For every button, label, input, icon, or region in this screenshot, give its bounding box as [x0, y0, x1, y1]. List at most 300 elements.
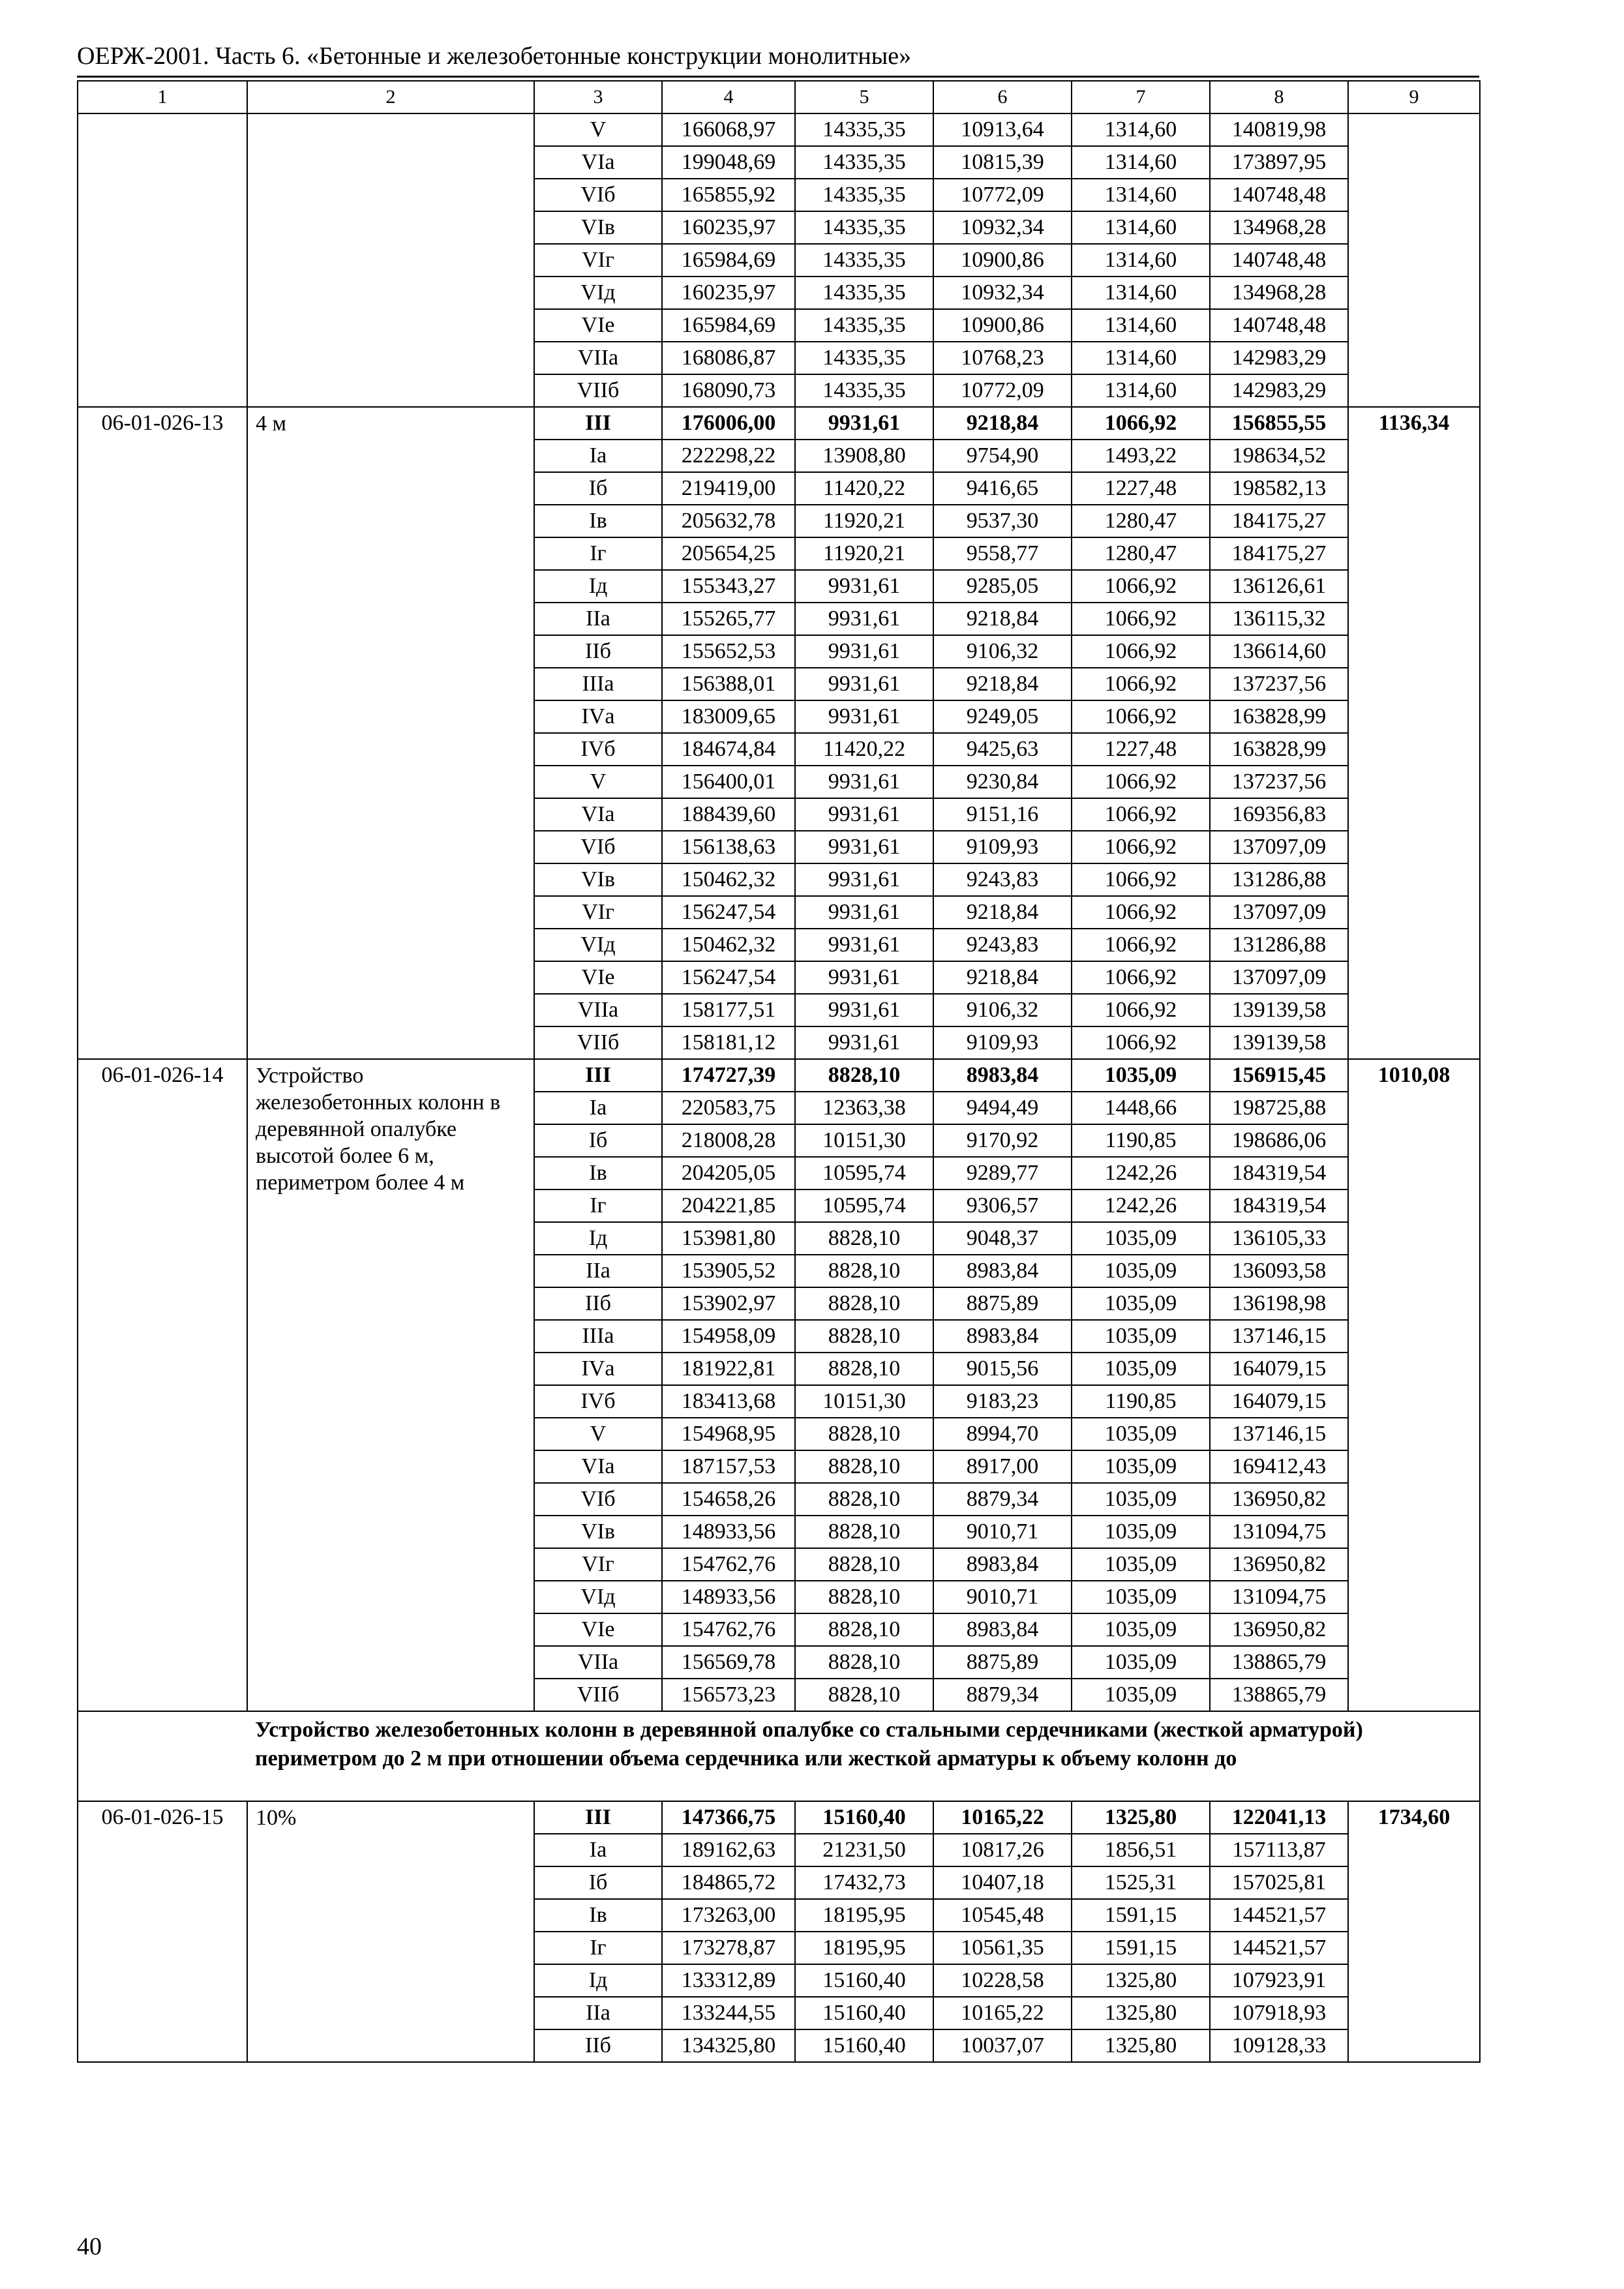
- value-cell: 10545,48: [933, 1899, 1072, 1932]
- value-cell: 8879,34: [933, 1483, 1072, 1516]
- zone-cell: VIIа: [534, 994, 662, 1026]
- value-cell: 158177,51: [662, 994, 795, 1026]
- value-cell: 154958,09: [662, 1320, 795, 1353]
- zone-cell: VIг: [534, 896, 662, 929]
- value-cell: 150462,32: [662, 929, 795, 961]
- value-cell: 8983,84: [933, 1548, 1072, 1581]
- value-cell: 198686,06: [1210, 1124, 1348, 1157]
- item-description: Устройство железобетонных колонн в деревянной опалубке высотой более 6 м, периметром более 4 м: [247, 1059, 534, 1711]
- value-cell: 137237,56: [1210, 668, 1348, 700]
- column-header-4: 4: [662, 81, 795, 113]
- zone-cell: IVа: [534, 1353, 662, 1385]
- value-cell: 10900,86: [933, 244, 1072, 277]
- value-cell: 137146,15: [1210, 1320, 1348, 1353]
- zone-cell: VIд: [534, 1581, 662, 1613]
- column-header-9: 9: [1348, 81, 1480, 113]
- value-cell: 8828,10: [795, 1581, 933, 1613]
- value-cell: 131094,75: [1210, 1581, 1348, 1613]
- item-description: [247, 113, 534, 407]
- value-cell: 205632,78: [662, 505, 795, 537]
- value-cell: 9183,23: [933, 1385, 1072, 1418]
- value-cell: 9243,83: [933, 863, 1072, 896]
- value-cell: 1066,92: [1072, 863, 1210, 896]
- zone-cell: Iв: [534, 505, 662, 537]
- value-cell: 9048,37: [933, 1222, 1072, 1255]
- value-cell: 1325,80: [1072, 1997, 1210, 2029]
- value-cell: 133312,89: [662, 1964, 795, 1997]
- value-cell: 1066,92: [1072, 407, 1210, 440]
- zone-cell: VIе: [534, 309, 662, 342]
- value-cell: 11920,21: [795, 537, 933, 570]
- value-cell: 183009,65: [662, 700, 795, 733]
- value-cell: 144521,57: [1210, 1932, 1348, 1964]
- value-cell: 137097,09: [1210, 831, 1348, 863]
- value-cell: 10768,23: [933, 342, 1072, 374]
- value-cell: 1066,92: [1072, 929, 1210, 961]
- value-cell: 10595,74: [795, 1189, 933, 1222]
- value-cell: 107918,93: [1210, 1997, 1348, 2029]
- zone-cell: III: [534, 1801, 662, 1834]
- value-cell: 15160,40: [795, 1997, 933, 2029]
- value-cell: 1035,09: [1072, 1646, 1210, 1679]
- value-cell: 9931,61: [795, 929, 933, 961]
- section-title: Устройство железобетонных колонн в деревянной опалубке со стальными сердечниками (жесткой арматурой) периметром до 2 м при отношении объема сердечника или жесткой арматуры к объему колонн до: [247, 1711, 1480, 1801]
- value-cell: 1227,48: [1072, 733, 1210, 766]
- col9-value: 1136,34: [1348, 407, 1480, 1059]
- value-cell: 8917,00: [933, 1450, 1072, 1483]
- value-cell: 9931,61: [795, 798, 933, 831]
- value-cell: 9109,93: [933, 831, 1072, 863]
- zone-cell: Iг: [534, 537, 662, 570]
- value-cell: 1591,15: [1072, 1899, 1210, 1932]
- value-cell: 9931,61: [795, 766, 933, 798]
- zone-cell: III: [534, 1059, 662, 1092]
- value-cell: 1591,15: [1072, 1932, 1210, 1964]
- value-cell: 9425,63: [933, 733, 1072, 766]
- value-cell: 14335,35: [795, 309, 933, 342]
- value-cell: 136950,82: [1210, 1613, 1348, 1646]
- value-cell: 1066,92: [1072, 831, 1210, 863]
- value-cell: 10815,39: [933, 146, 1072, 179]
- zone-cell: VIд: [534, 277, 662, 309]
- value-cell: 156855,55: [1210, 407, 1348, 440]
- value-cell: 168086,87: [662, 342, 795, 374]
- value-cell: 148933,56: [662, 1581, 795, 1613]
- value-cell: 1066,92: [1072, 1026, 1210, 1059]
- value-cell: 184319,54: [1210, 1157, 1348, 1189]
- value-cell: 137097,09: [1210, 961, 1348, 994]
- value-cell: 187157,53: [662, 1450, 795, 1483]
- zone-cell: Iб: [534, 1124, 662, 1157]
- value-cell: 222298,22: [662, 440, 795, 472]
- value-cell: 137146,15: [1210, 1418, 1348, 1450]
- value-cell: 1035,09: [1072, 1222, 1210, 1255]
- value-cell: 218008,28: [662, 1124, 795, 1157]
- value-cell: 184175,27: [1210, 537, 1348, 570]
- value-cell: 8828,10: [795, 1222, 933, 1255]
- value-cell: 1314,60: [1072, 113, 1210, 146]
- value-cell: 8828,10: [795, 1059, 933, 1092]
- value-cell: 9015,56: [933, 1353, 1072, 1385]
- zone-cell: IIIа: [534, 668, 662, 700]
- value-cell: 136105,33: [1210, 1222, 1348, 1255]
- value-cell: 9931,61: [795, 603, 933, 635]
- value-cell: 14335,35: [795, 277, 933, 309]
- value-cell: 1066,92: [1072, 961, 1210, 994]
- value-cell: 8828,10: [795, 1483, 933, 1516]
- value-cell: 189162,63: [662, 1834, 795, 1866]
- value-cell: 9931,61: [795, 570, 933, 603]
- value-cell: 8983,84: [933, 1613, 1072, 1646]
- value-cell: 139139,58: [1210, 994, 1348, 1026]
- value-cell: 137237,56: [1210, 766, 1348, 798]
- value-cell: 133244,55: [662, 1997, 795, 2029]
- value-cell: 10165,22: [933, 1801, 1072, 1834]
- value-cell: 8828,10: [795, 1287, 933, 1320]
- value-cell: 10913,64: [933, 113, 1072, 146]
- value-cell: 8879,34: [933, 1679, 1072, 1711]
- value-cell: 184674,84: [662, 733, 795, 766]
- value-cell: 155343,27: [662, 570, 795, 603]
- value-cell: 169412,43: [1210, 1450, 1348, 1483]
- value-cell: 9931,61: [795, 863, 933, 896]
- value-cell: 9494,49: [933, 1092, 1072, 1124]
- value-cell: 1035,09: [1072, 1516, 1210, 1548]
- zone-cell: VIб: [534, 179, 662, 211]
- value-cell: 10037,07: [933, 2029, 1072, 2062]
- value-cell: 1066,92: [1072, 635, 1210, 668]
- value-cell: 10151,30: [795, 1124, 933, 1157]
- col9-value: 1010,08: [1348, 1059, 1480, 1711]
- value-cell: 9249,05: [933, 700, 1072, 733]
- value-cell: 10595,74: [795, 1157, 933, 1189]
- value-cell: 8983,84: [933, 1059, 1072, 1092]
- value-cell: 9931,61: [795, 831, 933, 863]
- value-cell: 156569,78: [662, 1646, 795, 1679]
- value-cell: 184175,27: [1210, 505, 1348, 537]
- value-cell: 155265,77: [662, 603, 795, 635]
- zone-cell: VIд: [534, 929, 662, 961]
- zone-cell: III: [534, 407, 662, 440]
- value-cell: 9289,77: [933, 1157, 1072, 1189]
- value-cell: 14335,35: [795, 113, 933, 146]
- value-cell: 13908,80: [795, 440, 933, 472]
- value-cell: 142983,29: [1210, 374, 1348, 407]
- value-cell: 10407,18: [933, 1866, 1072, 1899]
- column-header-5: 5: [795, 81, 933, 113]
- value-cell: 9106,32: [933, 994, 1072, 1026]
- value-cell: 8828,10: [795, 1418, 933, 1450]
- value-cell: 131286,88: [1210, 929, 1348, 961]
- value-cell: 1066,92: [1072, 570, 1210, 603]
- value-cell: 9230,84: [933, 766, 1072, 798]
- value-cell: 9558,77: [933, 537, 1072, 570]
- value-cell: 181922,81: [662, 1353, 795, 1385]
- value-cell: 1325,80: [1072, 1964, 1210, 1997]
- value-cell: 1448,66: [1072, 1092, 1210, 1124]
- value-cell: 9754,90: [933, 440, 1072, 472]
- zone-cell: VIIа: [534, 1646, 662, 1679]
- value-cell: 15160,40: [795, 1964, 933, 1997]
- value-cell: 1066,92: [1072, 700, 1210, 733]
- value-cell: 18195,95: [795, 1932, 933, 1964]
- value-cell: 163828,99: [1210, 700, 1348, 733]
- column-header-row: [78, 81, 1480, 113]
- header-rule: [77, 76, 1479, 78]
- value-cell: 1314,60: [1072, 277, 1210, 309]
- value-cell: 184865,72: [662, 1866, 795, 1899]
- value-cell: 148933,56: [662, 1516, 795, 1548]
- value-cell: 9218,84: [933, 407, 1072, 440]
- item-code: [78, 113, 247, 407]
- value-cell: 9218,84: [933, 896, 1072, 929]
- zone-cell: Iб: [534, 472, 662, 505]
- value-cell: 9218,84: [933, 603, 1072, 635]
- value-cell: 8828,10: [795, 1353, 933, 1385]
- value-cell: 153905,52: [662, 1255, 795, 1287]
- value-cell: 1227,48: [1072, 472, 1210, 505]
- value-cell: 140748,48: [1210, 244, 1348, 277]
- value-cell: 136950,82: [1210, 1483, 1348, 1516]
- value-cell: 183413,68: [662, 1385, 795, 1418]
- value-cell: 1035,09: [1072, 1287, 1210, 1320]
- zone-cell: VIа: [534, 1450, 662, 1483]
- zone-cell: Iа: [534, 440, 662, 472]
- value-cell: 154762,76: [662, 1548, 795, 1581]
- value-cell: 136614,60: [1210, 635, 1348, 668]
- value-cell: 139139,58: [1210, 1026, 1348, 1059]
- value-cell: 9931,61: [795, 994, 933, 1026]
- value-cell: 8828,10: [795, 1646, 933, 1679]
- value-cell: 1066,92: [1072, 994, 1210, 1026]
- value-cell: 14335,35: [795, 211, 933, 244]
- value-cell: 163828,99: [1210, 733, 1348, 766]
- value-cell: 131286,88: [1210, 863, 1348, 896]
- value-cell: 137097,09: [1210, 896, 1348, 929]
- value-cell: 164079,15: [1210, 1353, 1348, 1385]
- value-cell: 154658,26: [662, 1483, 795, 1516]
- zone-cell: VIа: [534, 798, 662, 831]
- value-cell: 10900,86: [933, 309, 1072, 342]
- zone-cell: VIе: [534, 961, 662, 994]
- zone-cell: IIб: [534, 2029, 662, 2062]
- value-cell: 1066,92: [1072, 766, 1210, 798]
- item-code: 06-01-026-15: [78, 1801, 247, 2062]
- zone-cell: Iв: [534, 1899, 662, 1932]
- value-cell: 136950,82: [1210, 1548, 1348, 1581]
- value-cell: 18195,95: [795, 1899, 933, 1932]
- value-cell: 10151,30: [795, 1385, 933, 1418]
- value-cell: 1035,09: [1072, 1581, 1210, 1613]
- value-cell: 9537,30: [933, 505, 1072, 537]
- zone-cell: Iа: [534, 1092, 662, 1124]
- value-cell: 9243,83: [933, 929, 1072, 961]
- zone-cell: Iа: [534, 1834, 662, 1866]
- value-cell: 142983,29: [1210, 342, 1348, 374]
- value-cell: 8983,84: [933, 1255, 1072, 1287]
- value-cell: 184319,54: [1210, 1189, 1348, 1222]
- value-cell: 9285,05: [933, 570, 1072, 603]
- value-cell: 9931,61: [795, 700, 933, 733]
- zone-cell: VIб: [534, 831, 662, 863]
- value-cell: 8828,10: [795, 1516, 933, 1548]
- value-cell: 165855,92: [662, 179, 795, 211]
- zone-cell: Iд: [534, 1964, 662, 1997]
- value-cell: 1190,85: [1072, 1385, 1210, 1418]
- value-cell: 1035,09: [1072, 1483, 1210, 1516]
- value-cell: 8875,89: [933, 1646, 1072, 1679]
- header-title: ОЕРЖ-2001. Часть 6. «Бетонные и железобетонные конструкции монолитные»: [77, 42, 912, 70]
- section-title-row: [78, 1711, 1480, 1801]
- column-header-8: 8: [1210, 81, 1348, 113]
- value-cell: 10228,58: [933, 1964, 1072, 1997]
- value-cell: 8828,10: [795, 1255, 933, 1287]
- value-cell: 1035,09: [1072, 1548, 1210, 1581]
- value-cell: 204221,85: [662, 1189, 795, 1222]
- value-cell: 140748,48: [1210, 309, 1348, 342]
- zone-cell: VIа: [534, 146, 662, 179]
- section-title-spacer: [78, 1711, 247, 1801]
- value-cell: 1035,09: [1072, 1418, 1210, 1450]
- value-cell: 173897,95: [1210, 146, 1348, 179]
- value-cell: 1242,26: [1072, 1157, 1210, 1189]
- value-cell: 156400,01: [662, 766, 795, 798]
- table-row: [78, 1059, 1480, 1092]
- value-cell: 150462,32: [662, 863, 795, 896]
- value-cell: 174727,39: [662, 1059, 795, 1092]
- value-cell: 138865,79: [1210, 1679, 1348, 1711]
- value-cell: 147366,75: [662, 1801, 795, 1834]
- zone-cell: Iд: [534, 1222, 662, 1255]
- value-cell: 1066,92: [1072, 896, 1210, 929]
- zone-cell: VIг: [534, 244, 662, 277]
- value-cell: 9416,65: [933, 472, 1072, 505]
- value-cell: 1314,60: [1072, 244, 1210, 277]
- value-cell: 1066,92: [1072, 603, 1210, 635]
- value-cell: 17432,73: [795, 1866, 933, 1899]
- column-header-7: 7: [1072, 81, 1210, 113]
- value-cell: 122041,13: [1210, 1801, 1348, 1834]
- item-code: 06-01-026-13: [78, 407, 247, 1059]
- value-cell: 155652,53: [662, 635, 795, 668]
- zone-cell: IIа: [534, 1997, 662, 2029]
- value-cell: 11920,21: [795, 505, 933, 537]
- col9-value: 1734,60: [1348, 1801, 1480, 2062]
- value-cell: 154762,76: [662, 1613, 795, 1646]
- value-cell: 156247,54: [662, 961, 795, 994]
- item-description: 4 м: [247, 407, 534, 1059]
- value-cell: 21231,50: [795, 1834, 933, 1866]
- value-cell: 8828,10: [795, 1450, 933, 1483]
- value-cell: 9931,61: [795, 961, 933, 994]
- value-cell: 1493,22: [1072, 440, 1210, 472]
- value-cell: 220583,75: [662, 1092, 795, 1124]
- zone-cell: VIIб: [534, 1026, 662, 1059]
- value-cell: 158181,12: [662, 1026, 795, 1059]
- value-cell: 10817,26: [933, 1834, 1072, 1866]
- value-cell: 1280,47: [1072, 537, 1210, 570]
- value-cell: 160235,97: [662, 277, 795, 309]
- value-cell: 164079,15: [1210, 1385, 1348, 1418]
- table-body: [78, 81, 1480, 2062]
- value-cell: 173263,00: [662, 1899, 795, 1932]
- value-cell: 168090,73: [662, 374, 795, 407]
- value-cell: 8828,10: [795, 1613, 933, 1646]
- price-table: [77, 80, 1481, 2063]
- value-cell: 1314,60: [1072, 146, 1210, 179]
- zone-cell: VIв: [534, 1516, 662, 1548]
- value-cell: 198725,88: [1210, 1092, 1348, 1124]
- value-cell: 10772,09: [933, 374, 1072, 407]
- zone-cell: Iг: [534, 1189, 662, 1222]
- value-cell: 9151,16: [933, 798, 1072, 831]
- value-cell: 136093,58: [1210, 1255, 1348, 1287]
- zone-cell: V: [534, 766, 662, 798]
- value-cell: 10932,34: [933, 277, 1072, 309]
- value-cell: 12363,38: [795, 1092, 933, 1124]
- column-header-1: 1: [78, 81, 247, 113]
- column-header-6: 6: [933, 81, 1072, 113]
- zone-cell: VIе: [534, 1613, 662, 1646]
- page-number: 40: [77, 2233, 102, 2260]
- value-cell: 156138,63: [662, 831, 795, 863]
- value-cell: 9010,71: [933, 1581, 1072, 1613]
- value-cell: 134968,28: [1210, 211, 1348, 244]
- zone-cell: V: [534, 113, 662, 146]
- value-cell: 138865,79: [1210, 1646, 1348, 1679]
- value-cell: 169356,83: [1210, 798, 1348, 831]
- value-cell: 9931,61: [795, 1026, 933, 1059]
- value-cell: 10165,22: [933, 1997, 1072, 2029]
- zone-cell: IIб: [534, 1287, 662, 1320]
- value-cell: 205654,25: [662, 537, 795, 570]
- column-header-2: 2: [247, 81, 534, 113]
- zone-cell: IIа: [534, 603, 662, 635]
- value-cell: 10561,35: [933, 1932, 1072, 1964]
- table-row: [78, 407, 1480, 440]
- zone-cell: Iб: [534, 1866, 662, 1899]
- value-cell: 9931,61: [795, 896, 933, 929]
- value-cell: 188439,60: [662, 798, 795, 831]
- value-cell: 131094,75: [1210, 1516, 1348, 1548]
- value-cell: 14335,35: [795, 342, 933, 374]
- value-cell: 1035,09: [1072, 1320, 1210, 1353]
- zone-cell: VIIа: [534, 342, 662, 374]
- value-cell: 156388,01: [662, 668, 795, 700]
- value-cell: 153981,80: [662, 1222, 795, 1255]
- value-cell: 8983,84: [933, 1320, 1072, 1353]
- value-cell: 8994,70: [933, 1418, 1072, 1450]
- value-cell: 1035,09: [1072, 1613, 1210, 1646]
- zone-cell: VIIб: [534, 374, 662, 407]
- zone-cell: IVа: [534, 700, 662, 733]
- value-cell: 14335,35: [795, 374, 933, 407]
- value-cell: 1242,26: [1072, 1189, 1210, 1222]
- value-cell: 1190,85: [1072, 1124, 1210, 1157]
- value-cell: 10772,09: [933, 179, 1072, 211]
- value-cell: 14335,35: [795, 179, 933, 211]
- zone-cell: IIб: [534, 635, 662, 668]
- value-cell: 9010,71: [933, 1516, 1072, 1548]
- value-cell: 144521,57: [1210, 1899, 1348, 1932]
- value-cell: 198634,52: [1210, 440, 1348, 472]
- value-cell: 154968,95: [662, 1418, 795, 1450]
- value-cell: 199048,69: [662, 146, 795, 179]
- item-code: 06-01-026-14: [78, 1059, 247, 1711]
- value-cell: 1325,80: [1072, 2029, 1210, 2062]
- column-header-3: 3: [534, 81, 662, 113]
- page-header: [77, 37, 1479, 76]
